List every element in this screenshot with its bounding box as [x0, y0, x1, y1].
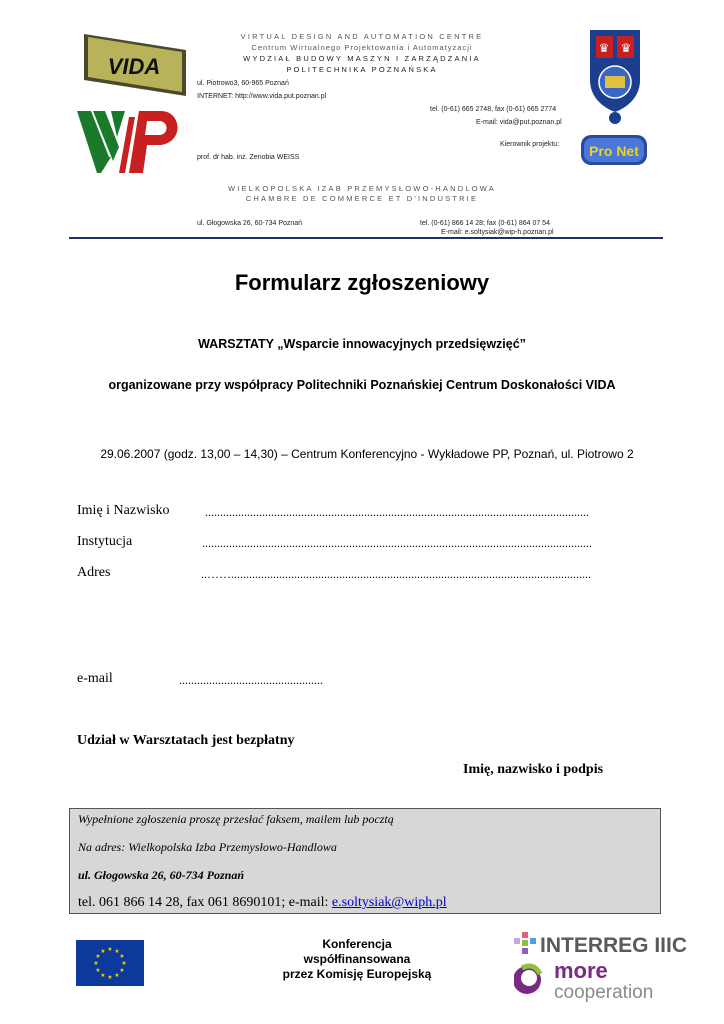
email-field[interactable]: ................................................ [179, 673, 323, 687]
submission-instructions: Wypełnione zgłoszenia proszę przesłać faksem, mailem lub pocztą [78, 812, 394, 826]
name-label: Imię i Nazwisko [77, 503, 170, 518]
address-label: Adres [77, 565, 111, 580]
wip-logo [77, 107, 187, 173]
professor-name: prof. dr hab. inż. Zenobia WEISS [197, 154, 300, 161]
cofinancing-line3: przez Komisję Europejską [282, 967, 432, 981]
institution-label: Instytucja [77, 534, 133, 549]
chamber-address: ul. Głogowska 26, 60-734 Poznań [197, 220, 303, 227]
university-crest-logo [586, 28, 644, 126]
event-date-location: 29.06.2007 (godz. 13,00 – 14,30) – Centrum Konferencyjno - Wykładowe PP, Poznań, ul. Piotrowo 2 [100, 447, 634, 461]
svg-text:★: ★ [107, 946, 113, 953]
svg-text:♛: ♛ [620, 41, 632, 55]
vida-email: E-mail: vida@put.poznan.pl [476, 119, 562, 126]
svg-text:★: ★ [114, 948, 120, 955]
interreg-logo [514, 930, 694, 1002]
submission-email-link[interactable]: e.soltysiak@wiph.pl [331, 895, 447, 910]
svg-text:♛: ♛ [598, 41, 610, 55]
organizer-line: organizowane przy współpracy Politechniki Poznańskiej Centrum Doskonałości VIDA [108, 378, 616, 392]
svg-text:★: ★ [107, 974, 113, 981]
svg-text:★: ★ [114, 972, 120, 979]
cofinancing-note [257, 937, 457, 982]
project-lead-label: Kierownik projektu: [500, 141, 560, 148]
submission-phone-fax: tel. 061 866 14 28, fax 061 8690101; e-mail: [78, 895, 332, 910]
more-text: more [554, 958, 608, 983]
cofinancing-line2: współfinansowana [303, 952, 411, 966]
submission-address-name: Na adres: Wielkopolska Izba Przemysłowo-Handlowa [78, 840, 337, 854]
chamber-phone: tel. (0-61) 866 14 28; fax (0-61) 864 07 54 [420, 220, 550, 227]
free-participation-note: Udział w Warsztatach jest bezpłatny [77, 733, 295, 748]
svg-text:★: ★ [95, 967, 101, 974]
submission-info-box [69, 808, 661, 914]
vida-logo-text: VIDA [107, 54, 161, 79]
name-field[interactable]: ................................................................................................................................ [205, 505, 589, 519]
email-label: e-mail [77, 671, 113, 686]
chamber-name-fr: CHAMBRE DE COMMERCE ET D'INDUSTRIE [245, 194, 479, 203]
pronet-logo [581, 135, 647, 165]
eu-flag-logo [76, 940, 144, 986]
vida-address: ul. Piotrowo3, 60-965 Poznań [197, 80, 289, 87]
pronet-logo-text: Pro Net [589, 143, 639, 159]
svg-text:★: ★ [93, 960, 99, 967]
svg-text:★: ★ [119, 967, 125, 974]
address-field[interactable]: ..……........................................................................................................................ [201, 567, 591, 581]
chamber-name-pl: WIELKOPOLSKA IZAB PRZEMYSŁOWO-HANDLOWA [228, 184, 496, 193]
svg-text:★: ★ [95, 953, 101, 960]
institution-field[interactable]: .................................................................................................................................. [202, 536, 592, 550]
university-name: POLITECHNIKA POZNAŃSKA [286, 65, 438, 74]
faculty-name: WYDZIAŁ BUDOWY MASZYN I ZARZĄDZANIA [243, 54, 481, 63]
svg-text:★: ★ [100, 972, 106, 979]
svg-text:★: ★ [121, 960, 127, 967]
workshop-title: WARSZTATY „Wsparcie innowacyjnych przedsięwzięć” [198, 337, 526, 351]
cofinancing-line1: Konferencja [322, 937, 392, 951]
cooperation-text: cooperation [554, 982, 654, 1002]
svg-text:★: ★ [100, 948, 106, 955]
chamber-email: E-mail: e.soltysiak@wip-h.poznan.pl [441, 229, 554, 236]
page-title: Formularz zgłoszeniowy [234, 270, 490, 295]
vida-internet: INTERNET: http://www.vida.put.poznan.pl [197, 93, 327, 100]
interreg-text: INTERREG IIIC [540, 934, 688, 957]
submission-contact [78, 895, 447, 911]
header-rule [69, 237, 663, 239]
centre-name-pl: Centrum Wirtualnego Projektowania i Automatyzacji [251, 43, 473, 52]
vida-logo [82, 34, 186, 96]
svg-text:★: ★ [119, 953, 125, 960]
signature-label: Imię, nazwisko i podpis [463, 762, 604, 777]
submission-street: ul. Głogowska 26, 60-734 Poznań [78, 868, 245, 882]
centre-name-en: VIRTUAL DESIGN AND AUTOMATION CENTRE [240, 32, 484, 41]
vida-phone: tel. (0-61) 665 2748, fax (0-61) 665 2774 [430, 106, 557, 113]
